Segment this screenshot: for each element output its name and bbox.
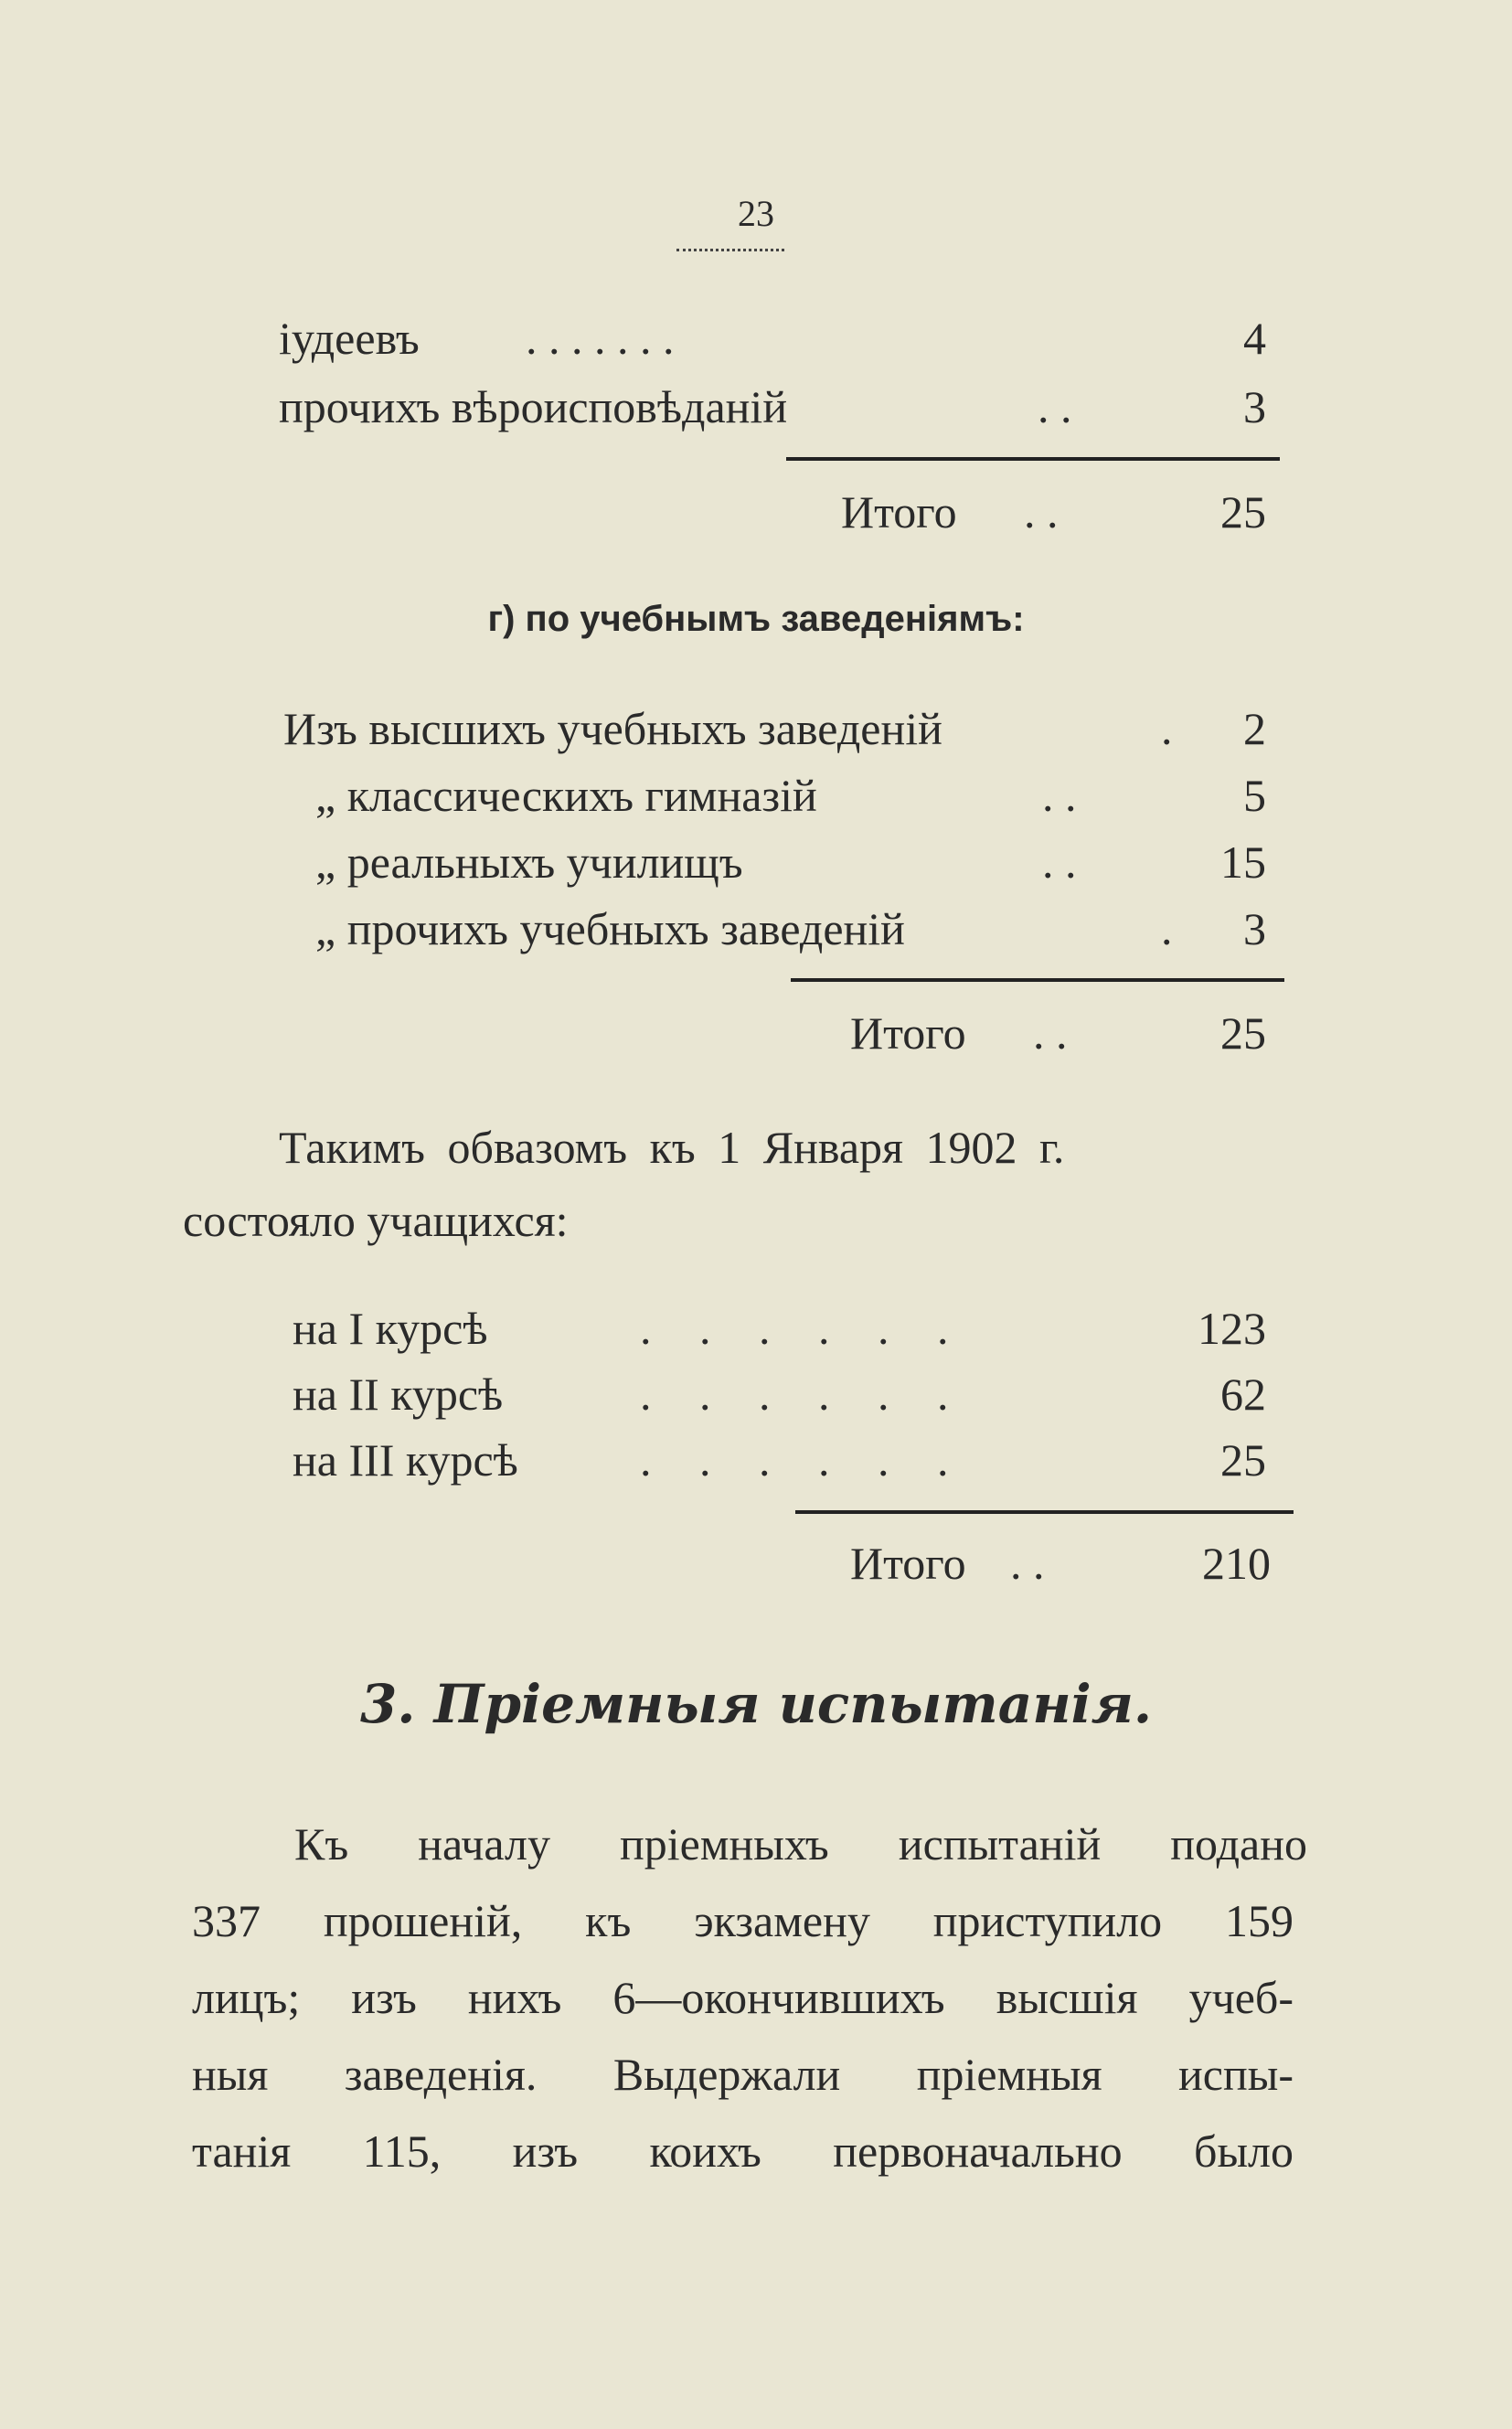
row-value: 25 <box>1220 1434 1266 1486</box>
total-value: 25 <box>1220 1007 1266 1059</box>
total-label: Итого <box>850 1538 966 1589</box>
row-label: „ реальныхъ училищъ <box>315 836 743 888</box>
row-label: на II курсѣ <box>293 1369 504 1420</box>
row-value: 3 <box>1243 903 1266 954</box>
row-value: 62 <box>1220 1369 1266 1420</box>
body-line: танія 115, изъ коихъ первоначально было <box>192 2125 1294 2177</box>
total-value: 210 <box>1202 1538 1271 1589</box>
total-value: 25 <box>1220 486 1266 538</box>
total-label: Итого <box>841 486 957 538</box>
row-label: на III курсѣ <box>293 1434 518 1486</box>
leader-dots: . . <box>1042 836 1077 888</box>
page-number-rule <box>676 249 784 251</box>
paragraph-line: состояло учащихся: <box>183 1195 569 1246</box>
leader-dots: . . <box>1033 1007 1068 1059</box>
leader-dots: . . <box>1010 1538 1045 1589</box>
leader-dots: . . . . . . <box>640 1369 949 1420</box>
page-number: 23 <box>738 193 774 234</box>
row-label: прочихъ вѣроисповѣданій <box>279 381 788 432</box>
leader-dots: . . . . . . <box>640 1303 949 1354</box>
section-heading: 3. Пріемныя испытанія. <box>359 1673 1153 1735</box>
row-value: 2 <box>1243 703 1266 754</box>
sum-rule <box>795 1510 1294 1514</box>
row-label: Изъ высшихъ учебныхъ заведеній <box>283 703 942 754</box>
leader-dots: . . . . . . <box>640 1434 949 1486</box>
paragraph-line: Такимъ обвазомъ къ 1 Января 1902 г. <box>279 1122 1065 1173</box>
row-value: 4 <box>1243 313 1266 364</box>
total-label: Итого <box>850 1007 966 1059</box>
leader-dots: . . <box>1038 381 1072 432</box>
row-label: іудеевъ <box>279 313 420 364</box>
row-label: „ классическихъ гимназій <box>315 770 817 821</box>
sum-rule <box>786 457 1280 461</box>
sum-rule <box>791 978 1284 982</box>
body-line: Къ началу пріемныхъ испытаній подано <box>294 1818 1307 1870</box>
row-label: на I курсѣ <box>293 1303 488 1354</box>
leader-dots: . . <box>1024 486 1059 538</box>
leader-dots: . . . . . . . <box>526 313 675 364</box>
row-label: „ прочихъ учебныхъ заведеній <box>315 903 905 954</box>
row-value: 5 <box>1243 770 1266 821</box>
subheading: г) по учебнымъ заведеніямъ: <box>487 599 1025 639</box>
body-line: 337 прошеній, къ экзамену приступило 159 <box>192 1895 1294 1946</box>
body-paragraph <box>192 1806 1307 2189</box>
row-value: 123 <box>1198 1303 1266 1354</box>
leader-dots: . . <box>1042 770 1077 821</box>
leader-dots: . <box>1161 903 1173 954</box>
body-line: лицъ; изъ нихъ 6—окончившихъ высшія учеб- <box>192 1972 1294 2023</box>
row-value: 15 <box>1220 836 1266 888</box>
leader-dots: . <box>1161 703 1173 754</box>
body-line: ныя заведенія. Выдержали пріемныя испы- <box>192 2049 1294 2100</box>
row-value: 3 <box>1243 381 1266 432</box>
